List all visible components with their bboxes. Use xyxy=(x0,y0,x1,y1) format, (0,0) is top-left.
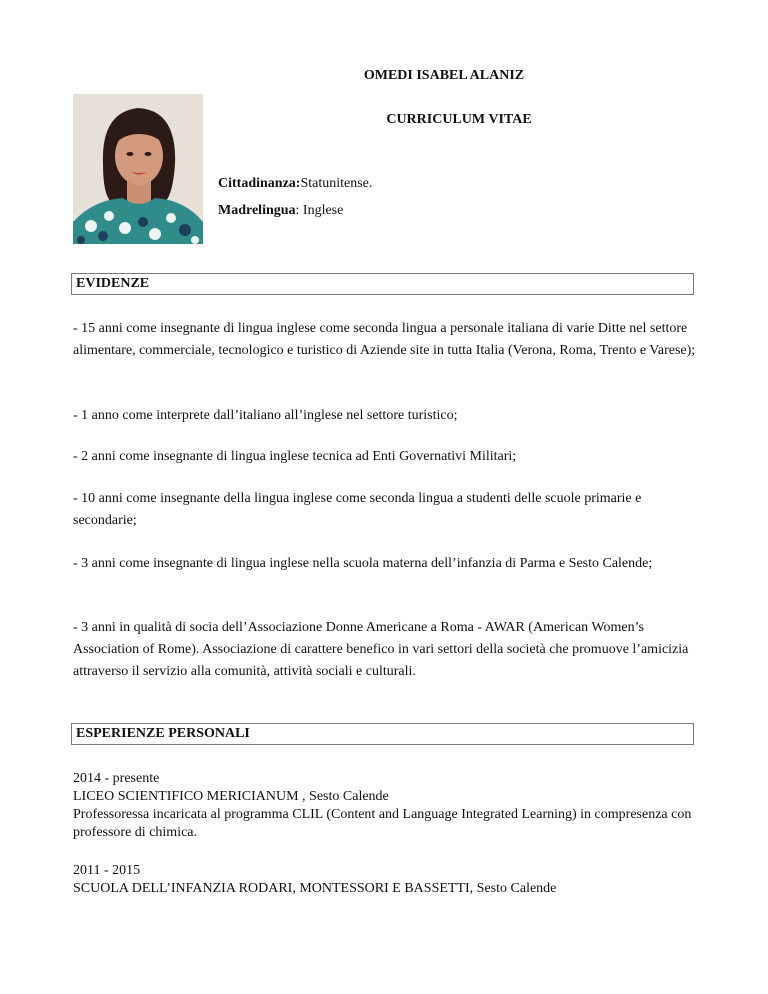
experience-entry xyxy=(73,770,698,842)
highlight-item: - 2 anni come insegnante di lingua inglese tecnica ad Enti Governativi Militari; xyxy=(73,449,517,464)
experience-period: 2014 - presente xyxy=(73,771,160,786)
section-highlights-header: EVIDENZE xyxy=(71,273,694,295)
mother-tongue-value: : Inglese xyxy=(295,203,344,218)
citizenship-label: Cittadinanza: xyxy=(218,176,301,191)
portrait-image xyxy=(73,94,203,244)
citizenship-line xyxy=(218,176,372,192)
experience-entry xyxy=(73,862,698,898)
experience-period: 2011 - 2015 xyxy=(73,863,141,878)
citizenship-value: Statunitense. xyxy=(300,176,373,191)
highlight-item: - 3 anni come insegnante di lingua inglese nella scuola materna dell’infanzia di Parma e Sesto Calende; xyxy=(73,556,653,571)
highlight-item: - 1 anno come interprete dall’italiano all’inglese nel settore turistico; xyxy=(73,408,458,423)
highlight-item: - 15 anni come insegnante di lingua inglese come seconda lingua a personale italiana di varie Ditte nel settore alimentare, commerciale, tecnologico e turistico di Aziende site in tutta Italia (Verona, Roma, Trento e Varese); xyxy=(73,321,696,358)
section-experience-header: ESPERIENZE PERSONALI xyxy=(71,723,694,745)
highlight-item: - 10 anni come insegnante della lingua inglese come seconda lingua a studenti delle scuole primarie e secondarie; xyxy=(73,491,642,528)
experience-institution: SCUOLA DELL’INFANZIA RODARI, MONTESSORI E BASSETTI, Sesto Calende xyxy=(73,881,557,896)
document-title: CURRICULUM VITAE xyxy=(386,112,532,127)
experience-description: Professoressa incaricata al programma CLIL (Content and Language Integrated Learning) in compresenza con professore di chimica. xyxy=(73,807,692,840)
mother-tongue-label: Madrelingua xyxy=(218,203,296,218)
person-name: OMEDI ISABEL ALANIZ xyxy=(363,68,525,83)
experience-institution: LICEO SCIENTIFICO MERICIANUM , Sesto Calende xyxy=(73,789,389,804)
profile-photo xyxy=(73,94,203,244)
highlight-item: - 3 anni in qualità di socia dell’Associazione Donne Americane a Roma - AWAR (American Women’s Association of Rome). Associazione di carattere benefico in vari settori della società che promuove l’amicizia attraverso il servizio alla comunità, attività sociali e culturali. xyxy=(73,620,689,679)
mother-tongue-line xyxy=(218,203,343,219)
